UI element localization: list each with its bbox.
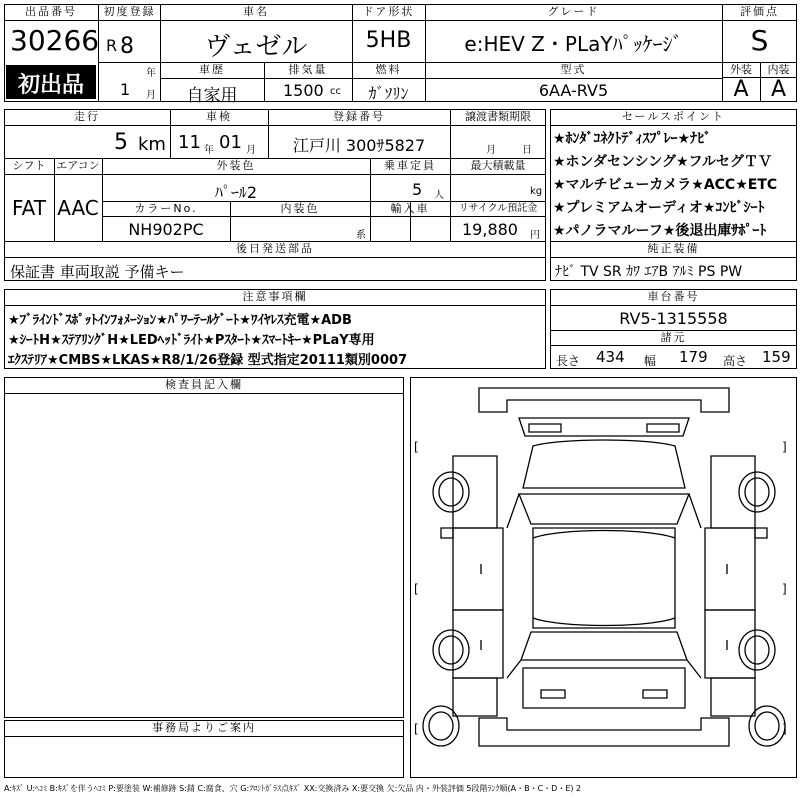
shift-label: シフト [12,159,46,172]
color: ﾊﾟｰﾙ2 [214,183,258,202]
first-listing-text: 初出品 [17,73,84,98]
plate-label: 登録番号 [333,110,385,123]
exterior-label: 外装 [730,63,752,76]
bracket-right-1: ] [782,440,787,454]
model-code-label: 型式 [560,63,587,76]
color-number: NH902PC [128,220,204,239]
transfer-doc-label: 譲渡書類期限 [465,110,531,123]
height-label: 高さ [723,354,748,368]
model-code: 6AA-RV5 [538,81,609,100]
transfer-month-unit: 月 [486,145,496,156]
inspector-label: 検査員記入欄 [165,378,243,391]
note-line-3: ｴｸｽﾃﾘｱ★CMBS★LKAS★R8/1/26登録 型式指定20111類別0007 [8,353,408,368]
capacity: 5 [412,180,423,199]
history-label: 車歴 [199,63,225,76]
max-load-unit: kg [530,186,543,197]
bracket-left-2: [ [414,582,419,596]
note-line-1: ★ﾌﾞﾗｲﾝﾄﾞｽﾎﾟｯﾄｲﾝﾌｫﾒｰｼｮﾝ★ﾊﾟﾜｰﾃｰﾙｹﾞｰﾄ★ﾜｲﾔﾚｽ充電★ADB [8,313,352,328]
sales-point-2: ★ホンダセンシング★フルセグＴＶ [553,154,773,170]
sales-point-3: ★マルチビューカメラ★ACC★ETC [553,177,778,193]
chassis-label: 車台番号 [647,290,700,303]
reg-year-unit: 年 [146,68,156,79]
width-label: 幅 [644,354,657,368]
bracket-left-1: [ [414,440,419,454]
transfer-day-unit: 日 [522,145,532,156]
mileage-unit: km [138,134,166,155]
office-label: 事務局よりご案内 [152,721,256,734]
color-number-label: カラーNo. [134,202,198,215]
reg-month: 1 [120,80,131,99]
plate-number: 江戸川 300ｻ5827 [292,136,426,155]
equipment-label: 純正装備 [647,242,700,255]
capacity-label: 乗車定員 [384,159,436,172]
reg-era: R [106,36,118,55]
inspection-label: 車検 [206,110,232,123]
capacity-unit: 人 [434,190,444,201]
bracket-left-3: [ [414,722,419,736]
history: 自家用 [186,86,238,106]
ac-label: エアコン [56,159,100,172]
inspection-year-unit: 年 [204,145,214,156]
door-label: ドア形状 [362,5,415,18]
lot-number-label: 出品番号 [25,5,77,18]
grade-label: グレード [547,5,600,18]
ac: AAC [57,196,99,220]
reg-year: 8 [120,34,134,59]
chassis-number: RV5-1315558 [619,309,728,328]
bracket-right-3: ] [782,722,787,736]
recycle-unit: 円 [530,230,540,241]
recycle-fee: 19,880 [462,220,518,239]
inspection-month: 01 [219,132,242,153]
height: 159 [762,348,791,366]
displacement: 1500 [283,81,324,100]
inspection-month-unit: 月 [246,145,256,156]
legend: A:ｷｽﾞ U:ﾍｺﾐ B:ｷｽﾞを伴うﾍｺﾐ P:要塗装 W:補修跡 S:錆 C:腐食、穴 G:ﾌﾛﾝﾄｶﾞﾗｽ点ｷｽﾞ XX:交換済み X:要交換 欠:欠品 内・外装評価 5段階ﾗﾝｸ順(A・B・C・D・E) 2 [4,784,582,793]
interior-color-suffix: 系 [356,230,366,241]
equipment: ﾅﾋﾞ TV SR ｶﾜ ｴｱB ｱﾙﾐ PS PW [555,264,743,280]
interior-color-label: 内装色 [280,202,320,215]
grade: e:HEV Z・PLaYﾊﾟｯｹｰｼﾞ [464,32,683,56]
inspector-block [4,377,404,718]
model-name: ヴェゼル [204,32,308,62]
note-line-2: ★ｼｰﾄH★ｽﾃｱﾘﾝｸﾞH★LEDﾍｯﾄﾞﾗｲﾄ★Pｽﾀｰﾄ★ｽﾏｰﾄｷｰ★PLaY専用 [8,333,375,348]
max-load-label: 最大積載量 [470,159,526,172]
interior-grade: A [770,77,787,102]
model-name-label: 車名 [243,5,269,18]
later-parts: 保証書 車両取説 予備キー [10,263,185,281]
length-label: 長さ [556,354,581,368]
fuel: ｶﾞｿﾘﾝ [368,84,409,103]
dims-label: 諸元 [660,331,687,344]
bracket-right-2: ] [782,582,787,596]
inspection-year: 11 [178,132,201,153]
width: 179 [679,348,708,366]
exterior-grade: A [733,77,749,102]
car-diagram [410,377,797,778]
recycle-label: リサイクル預託金 [458,203,538,214]
length: 434 [596,348,625,366]
car-outline [411,378,796,777]
lot-number: 30266 [10,24,100,57]
later-parts-label: 後日発送部品 [236,242,314,255]
displacement-label: 排気量 [288,63,328,76]
interior-label: 内装 [767,63,790,76]
sales-point-5: ★パノラマルーフ★後退出庫ｻﾎﾟｰﾄ [553,223,767,239]
mileage-label: 走行 [74,110,100,123]
color-label: 外装色 [216,159,256,172]
rating-label: 評価点 [740,5,779,18]
rating: S [750,24,769,57]
fuel-label: 燃料 [375,63,402,76]
import-label: 輸入車 [390,202,430,215]
displacement-unit: cc [330,86,341,97]
notes-label: 注意事項欄 [242,290,308,303]
first-reg-label: 初度登録 [103,5,156,18]
sales-point-1: ★ﾎﾝﾀﾞｺﾈｸﾄﾃﾞｨｽﾌﾟﾚｰ★ﾅﾋﾞ [553,131,712,147]
reg-month-unit: 月 [146,90,156,101]
shift: FAT [11,196,46,220]
sales-points-label: セールスポイント [621,110,725,123]
mileage: 5 [114,130,128,155]
sales-point-4: ★プレミアムオーディオ★ｺﾝﾋﾞｼｰﾄ [553,200,765,216]
door-type: 5HB [365,28,412,53]
